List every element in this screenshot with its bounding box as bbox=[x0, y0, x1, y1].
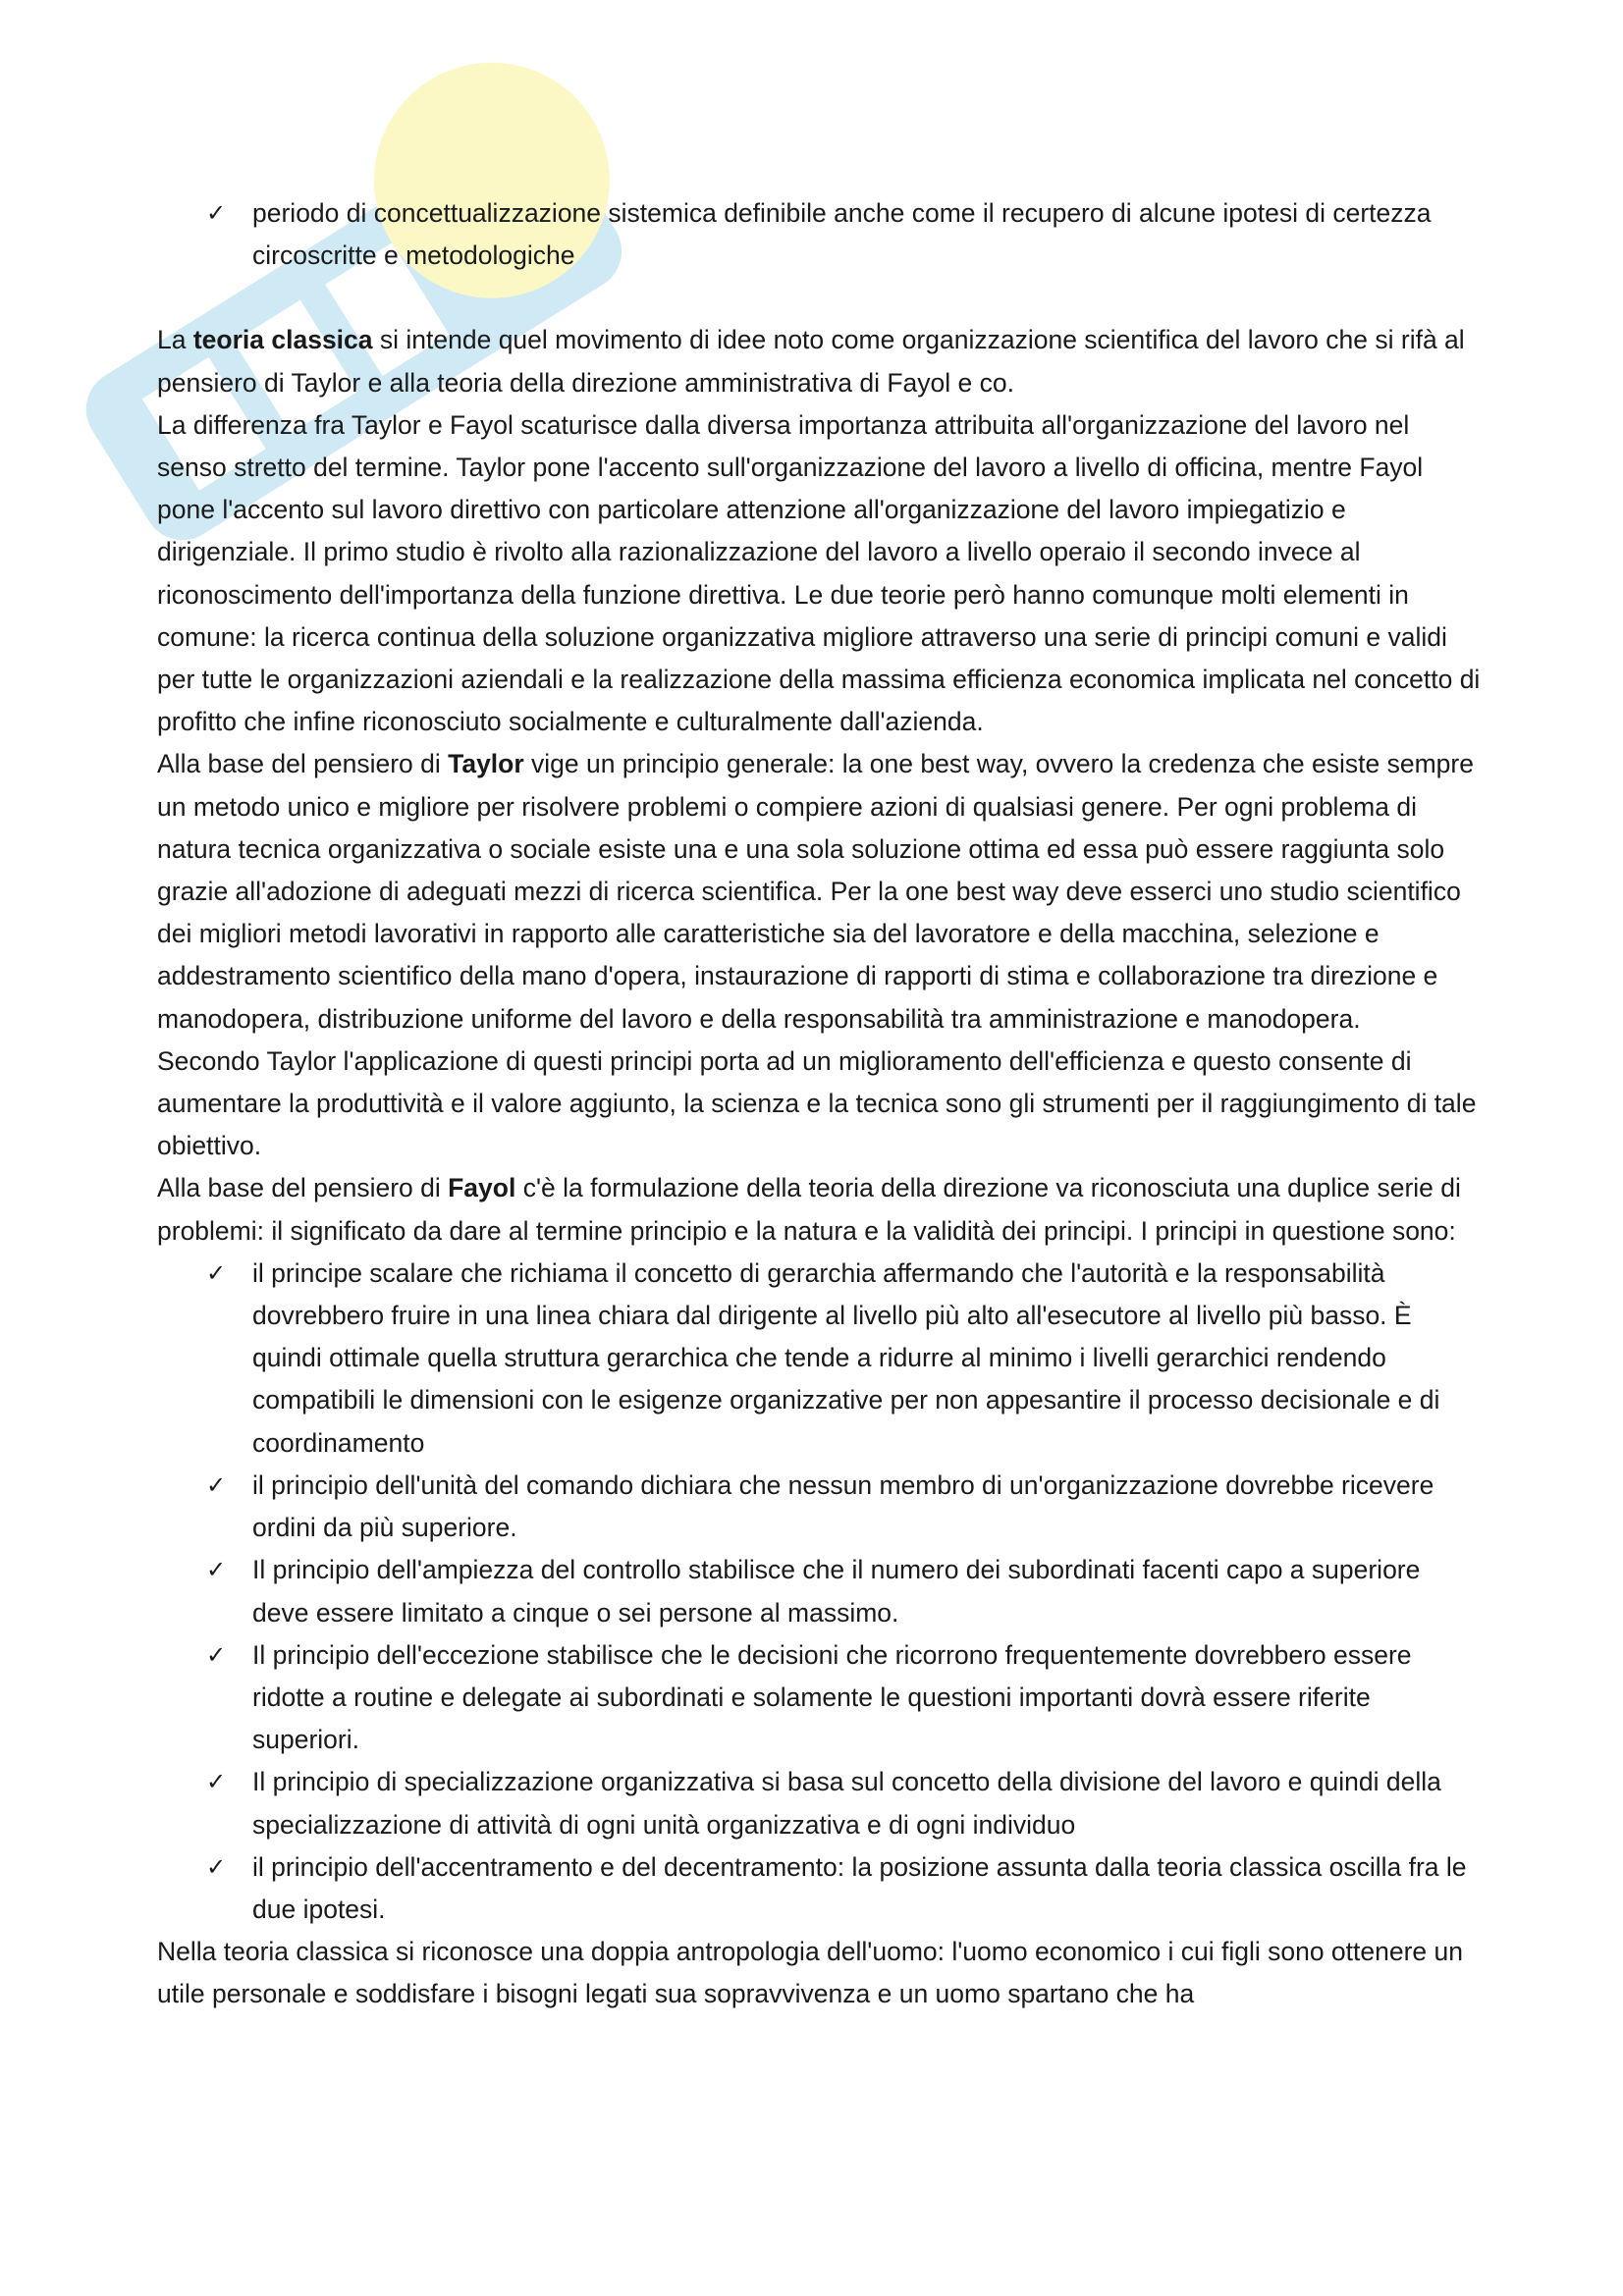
top-bullet-list bbox=[157, 192, 1483, 277]
checkmark-icon: ✓ bbox=[206, 1470, 227, 1499]
list-item: ✓ periodo di concettualizzazione sistemica definibile anche come il recupero di alcune ipotesi di certezza circoscritte e metodologiche bbox=[157, 192, 1483, 277]
paragraph-taylor-efficiency: Secondo Taylor l'applicazione di questi principi porta ad un miglioramento dell'efficienza e questo consente di aumentare la produttività e il valore aggiunto, la scienza e la tecnica sono gli strumenti per il raggiungimento di tale obiettivo. bbox=[157, 1045, 1477, 1161]
principles-list bbox=[157, 1253, 1483, 1931]
checkmark-icon: ✓ bbox=[206, 1556, 227, 1584]
paragraph-fayol: Alla base del pensiero di Fayol c'è la formulazione della teoria della direzione va riconosciuta una duplice serie di problemi: il significato da dare al termine principio e la natura e la validità dei principi. I principi in questione sono: bbox=[157, 1173, 1461, 1246]
checkmark-icon: ✓ bbox=[206, 199, 227, 227]
paragraph-teoria-classica: La teoria classica si intende quel movimento di idee noto come organizzazione scientifica del lavoro che si rifà al pensiero di Taylor e alla teoria della direzione amministrativa di Fayol e co. bbox=[157, 325, 1465, 398]
list-item: ✓ il principio dell'accentramento e del decentramento: la posizione assunta dalla teoria classica oscilla fra le due ipotesi. bbox=[157, 1846, 1483, 1931]
paragraph-antropologia: Nella teoria classica si riconosce una doppia antropologia dell'uomo: l'uomo economico i cui figli sono ottenere un utile personale e soddisfare i bisogni legati sua sopravvivenza e un uomo spartano che ha bbox=[157, 1937, 1463, 2009]
list-item: ✓ Il principio dell'eccezione stabilisce che le decisioni che ricorrono frequentemente dovrebbero essere ridotte a routine e delegate ai subordinati e solamente le questioni importanti dovrà essere riferite superiori. bbox=[157, 1634, 1483, 1762]
checkmark-icon: ✓ bbox=[206, 1852, 227, 1881]
paragraph-taylor: Alla base del pensiero di Taylor vige un principio generale: la one best way, ovvero la credenza che esiste sempre un metodo unico e migliore per risolvere problemi o compiere azioni di qualsiasi genere. Per ogni problema di natura tecnica organizzativa o sociale esiste una e una sola soluzione ottima ed essa può essere raggiunta solo grazie all'adozione di adeguati mezzi di ricerca scientifica. Per la one best way deve esserci uno studio scientifico dei migliori metodi lavorativi in rapporto alle caratteristiche sia del lavoratore e della macchina, selezione e addestramento scientifico della mano d'opera, instaurazione di rapporti di stima e collaborazione tra direzione e manodopera, distribuzione uniforme del lavoro e della responsabilità tra amministrazione e manodopera. bbox=[157, 749, 1474, 1034]
list-item: ✓ il principio dell'unità del comando dichiara che nessun membro di un'organizzazione dovrebbe ricevere ordini da più superiore. bbox=[157, 1465, 1483, 1549]
document-page bbox=[157, 192, 1483, 2016]
list-item: ✓ Il principio di specializzazione organizzativa si basa sul concetto della divisione del lavoro e quindi della specializzazione di attività di ogni unità organizzativa e di ogni individuo bbox=[157, 1761, 1483, 1845]
list-item: ✓ Il principio dell'ampiezza del controllo stabilisce che il numero dei subordinati facenti capo a superiore deve essere limitato a cinque o sei persone al massimo. bbox=[157, 1549, 1483, 1633]
checkmark-icon: ✓ bbox=[206, 1258, 227, 1287]
paragraph-taylor-fayol-difference: La differenza fra Taylor e Fayol scaturisce dalla diversa importanza attribuita all'organizzazione del lavoro nel senso stretto del termine. Taylor pone l'accento sull'organizzazione del lavoro a livello di officina, mentre Fayol pone l'accento sul lavoro direttivo con particolare attenzione all'organizzazione del lavoro impiegatizio e dirigenziale. Il primo studio è rivolto alla razionalizzazione del lavoro a livello operaio il secondo invece al riconoscimento dell'importanza della funzione direttiva. Le due teorie però hanno comunque molti elementi in comune: la ricerca continua della soluzione organizzativa migliore attraverso una serie di principi comuni e validi per tutte le organizzazioni aziendali e la realizzazione della massima efficienza economica implicata nel concetto di profitto che infine riconosciuto socialmente e culturalmente dall'azienda. bbox=[157, 409, 1481, 737]
list-item: ✓ il principe scalare che richiama il concetto di gerarchia affermando che l'autorità e la responsabilità dovrebbero fruire in una linea chiara dal dirigente al livello più alto all'esecutore al livello più basso. È quindi ottimale quella struttura gerarchica che tende a ridurre al minimo i livelli gerarchici rendendo compatibili le dimensioni con le esigenze organizzative per non appesantire il processo decisionale e di coordinamento bbox=[157, 1253, 1483, 1465]
checkmark-icon: ✓ bbox=[206, 1768, 227, 1796]
checkmark-icon: ✓ bbox=[206, 1640, 227, 1669]
